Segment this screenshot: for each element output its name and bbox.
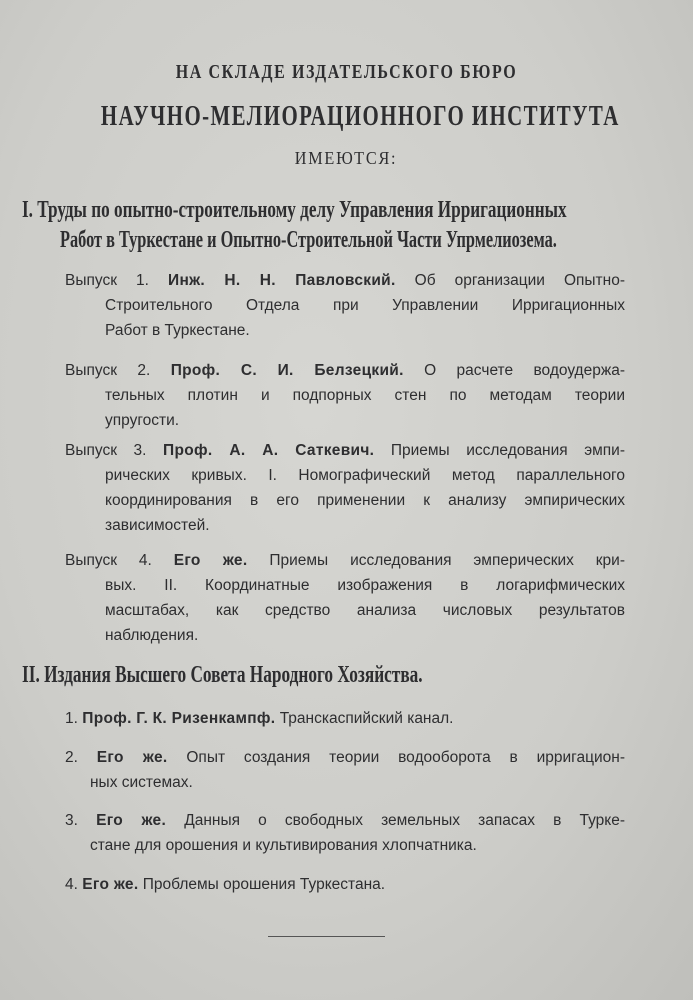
item-author: Его же.	[82, 876, 139, 893]
list-item-continuation-line: стане для орошения и культивирования хлопчатника.	[90, 837, 477, 854]
list-item-first-line	[65, 269, 625, 293]
list-item-first-line	[65, 439, 625, 463]
list-item-first-line	[65, 746, 625, 770]
list-item-continuation-line: координирования в его применении к анализу эмпирических	[105, 492, 625, 509]
list-item-continuation-line: вых. II. Координатные изображения в логарифмических	[105, 577, 625, 594]
header-line-1-text: НА СКЛАДЕ ИЗДАТЕЛЬСКОГО БЮРО	[175, 61, 518, 83]
item-number: Выпуск 3.	[65, 442, 147, 459]
section-heading-line: I. Труды по опытно-строительному делу Управления Ирригационных	[22, 197, 567, 223]
list-item-continuation-line: Работ в Туркестане.	[105, 322, 250, 339]
header-line-2	[0, 98, 693, 134]
item-number: 2.	[65, 749, 78, 766]
list-item-continuation-line: зависимостей.	[105, 517, 210, 534]
item-number: Выпуск 2.	[65, 362, 151, 379]
list-item-continuation-line: ных системах.	[90, 774, 193, 791]
item-author: Его же.	[96, 812, 167, 829]
list-item-first-line	[65, 549, 625, 573]
header-line-3-text: ИМЕЮТСЯ:	[295, 148, 398, 168]
divider-rule	[268, 936, 385, 937]
item-title-start: Об организации Опытно-	[414, 272, 625, 289]
item-title-start: Приемы исследования эмперических кри-	[269, 552, 625, 569]
list-item-first-line	[65, 707, 625, 731]
section-heading-line: II. Издания Высшего Совета Народного Хозяйства.	[22, 662, 423, 688]
item-number: 3.	[65, 812, 78, 829]
list-item-continuation-line: наблюдения.	[105, 627, 199, 644]
list-item-first-line	[65, 873, 625, 897]
item-number: 1.	[65, 710, 78, 727]
item-title-start: Приемы исследования эмпи-	[390, 442, 626, 459]
item-title-start: Данныя о свободных земельных запасах в Турке-	[184, 812, 626, 829]
header-line-2-text: НАУЧНО-МЕЛИОРАЦИОННОГО ИНСТИТУТА	[100, 100, 620, 132]
item-title-start: Опыт создания теории водооборота в ирригацион-	[186, 749, 625, 766]
item-title-start: Транскаспийский канал.	[279, 710, 454, 727]
item-title-start: О расчете водоудержа-	[424, 362, 625, 379]
header-line-3	[0, 146, 693, 170]
item-title-start: Проблемы орошения Туркестана.	[142, 876, 386, 893]
list-item-first-line	[65, 809, 625, 833]
item-author: Инж. Н. Н. Павловский.	[168, 272, 396, 289]
list-item-continuation-line: масштабах, как средство анализа числовых результатов	[105, 602, 625, 619]
header-line-1	[0, 58, 693, 86]
item-number: Выпуск 4.	[65, 552, 152, 569]
item-author: Проф. А. А. Саткевич.	[163, 442, 375, 459]
list-item-continuation-line: упругости.	[105, 412, 180, 429]
item-author: Проф. С. И. Белзецкий.	[170, 362, 404, 379]
list-item-continuation-line: тельных плотин и подпорных стен по методам теории	[105, 387, 625, 404]
list-item-continuation-line: рических кривых. I. Номографический метод параллельного	[105, 467, 625, 484]
item-author: Проф. Г. К. Ризенкампф.	[82, 710, 276, 727]
item-author: Его же.	[173, 552, 248, 569]
item-number: Выпуск 1.	[65, 272, 149, 289]
section-heading-line: Работ в Туркестане и Опытно-Строительной Части Упрмелиозема.	[60, 227, 557, 253]
item-author: Его же.	[96, 749, 168, 766]
list-item-first-line	[65, 359, 625, 383]
item-number: 4.	[65, 876, 78, 893]
list-item-continuation-line: Строительного Отдела при Управлении Ирригационных	[105, 297, 625, 314]
